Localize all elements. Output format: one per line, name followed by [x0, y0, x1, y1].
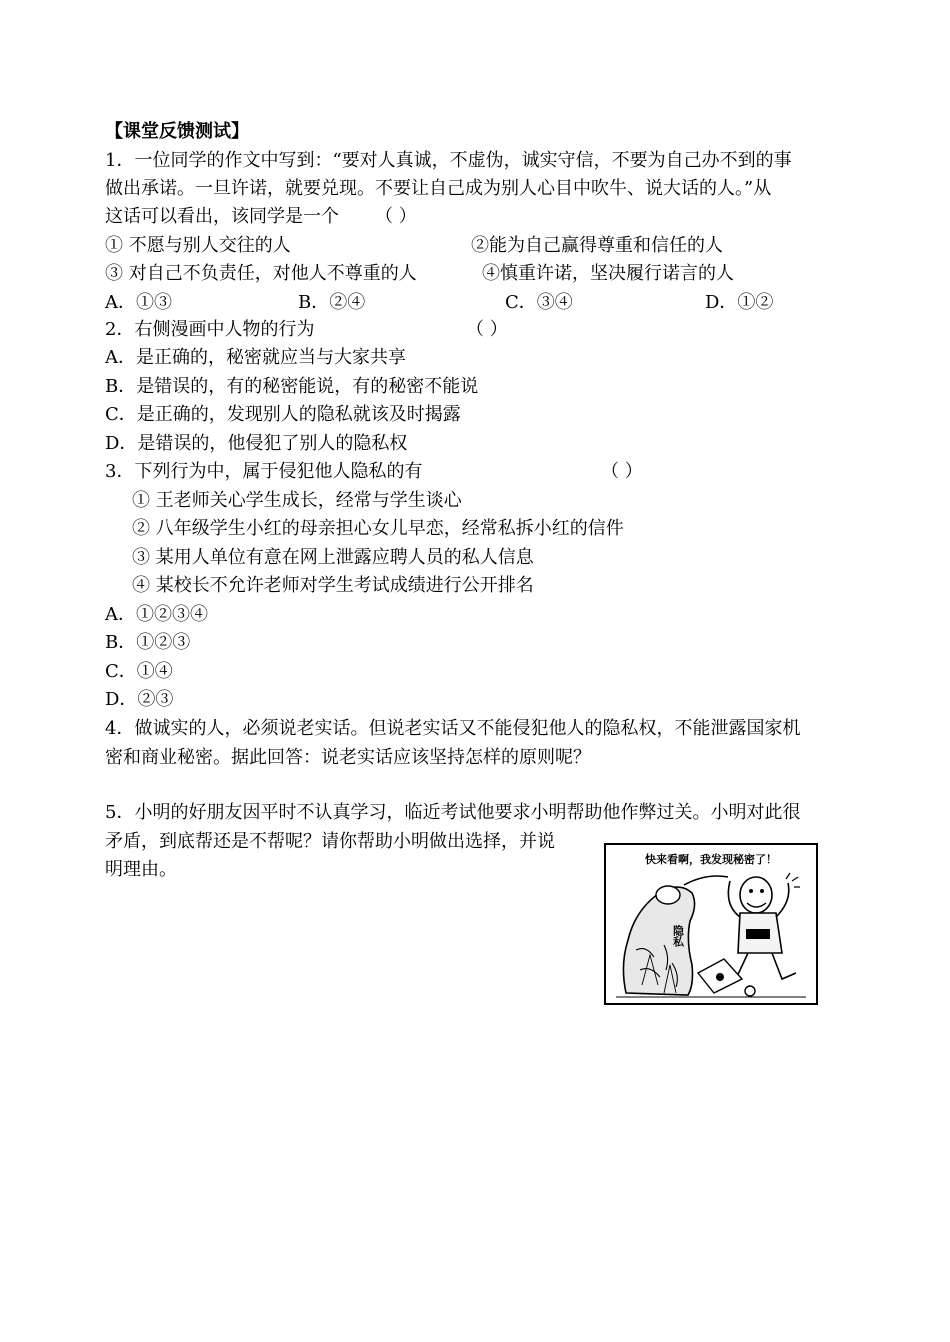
- cartoon-caption: 快来看啊，我发现秘密了！: [645, 853, 777, 866]
- q4-stem-line2: 密和商业秘密。据此回答：说老实话应该坚持怎样的原则呢？: [105, 747, 591, 768]
- q1-stem-line2: 做出承诺。一旦许诺，就要兑现。不要让自己成为别人心目中吹牛、说大话的人。”从: [105, 178, 772, 199]
- q1-choice-d: D．①②: [705, 292, 774, 313]
- q3-item-1: ① 王老师关心学生成长，经常与学生谈心: [132, 490, 462, 511]
- q2-answer-paren: （ ）: [466, 319, 508, 340]
- q3-choice-a: A．①②③④: [105, 604, 208, 625]
- q1-option-1: ① 不愿与别人交往的人: [105, 235, 291, 256]
- q1-choice-c: C．③④: [505, 292, 573, 313]
- cartoon-drawing: [606, 845, 816, 1003]
- q3-stem: 3．下列行为中，属于侵犯他人隐私的有: [105, 461, 423, 482]
- q3-choice-c: C．①④: [105, 661, 173, 682]
- q2-choice-b: B．是错误的，有的秘密能说，有的秘密不能说: [105, 376, 479, 397]
- q2-stem: 2．右侧漫画中人物的行为: [105, 319, 315, 340]
- q1-option-3: ③ 对自己不负责任，对他人不尊重的人: [105, 263, 417, 284]
- q3-choice-d: D．②③: [105, 689, 174, 710]
- q5-stem-line3: 明理由。: [105, 859, 177, 880]
- q3-choice-b: B．①②③: [105, 632, 191, 653]
- q3-item-2: ② 八年级学生小红的母亲担心女儿早恋，经常私拆小红的信件: [132, 518, 624, 539]
- q1-choice-b: B．②④: [298, 292, 366, 313]
- q1-stem-line3: 这话可以看出，该同学是一个: [105, 206, 339, 227]
- q5-stem-line2: 矛盾，到底帮还是不帮呢？请你帮助小明做出选择，并说: [105, 831, 555, 852]
- q1-answer-paren: （ ）: [375, 206, 417, 227]
- q3-item-4: ④ 某校长不允许老师对学生考试成绩进行公开排名: [132, 575, 534, 596]
- q1-option-2: ②能为自己赢得尊重和信任的人: [471, 235, 723, 256]
- figure-head: [656, 886, 680, 904]
- q5-stem-line1: 5．小明的好朋友因平时不认真学习，临近考试他要求小明帮助他作弊过关。小明对此很: [105, 802, 801, 823]
- q1-option-4: ④慎重许诺，坚决履行诺言的人: [482, 263, 734, 284]
- q2-choice-c: C．是正确的，发现别人的隐私就该及时揭露: [105, 404, 461, 425]
- q4-stem-line1: 4．做诚实的人，必须说老实话。但说老实话又不能侵犯他人的隐私权，不能泄露国家机: [105, 718, 801, 739]
- q2-choice-d: D．是错误的，他侵犯了别人的隐私权: [105, 433, 408, 454]
- q2-choice-a: A．是正确的，秘密就应当与大家共享: [105, 347, 406, 368]
- section-title: 【课堂反馈测试】: [105, 121, 249, 142]
- q1-stem-line1: 1．一位同学的作文中写到：“要对人真诚，不虚伪，诚实守信，不要为自己办不到的事: [105, 150, 792, 171]
- q3-item-3: ③ 某用人单位有意在网上泄露应聘人员的私人信息: [132, 547, 534, 568]
- q3-answer-paren: （ ）: [601, 461, 643, 482]
- privacy-cartoon: [604, 843, 818, 1005]
- privacy-label: 隐私: [671, 925, 685, 947]
- q1-choice-a: A．①③: [105, 292, 172, 313]
